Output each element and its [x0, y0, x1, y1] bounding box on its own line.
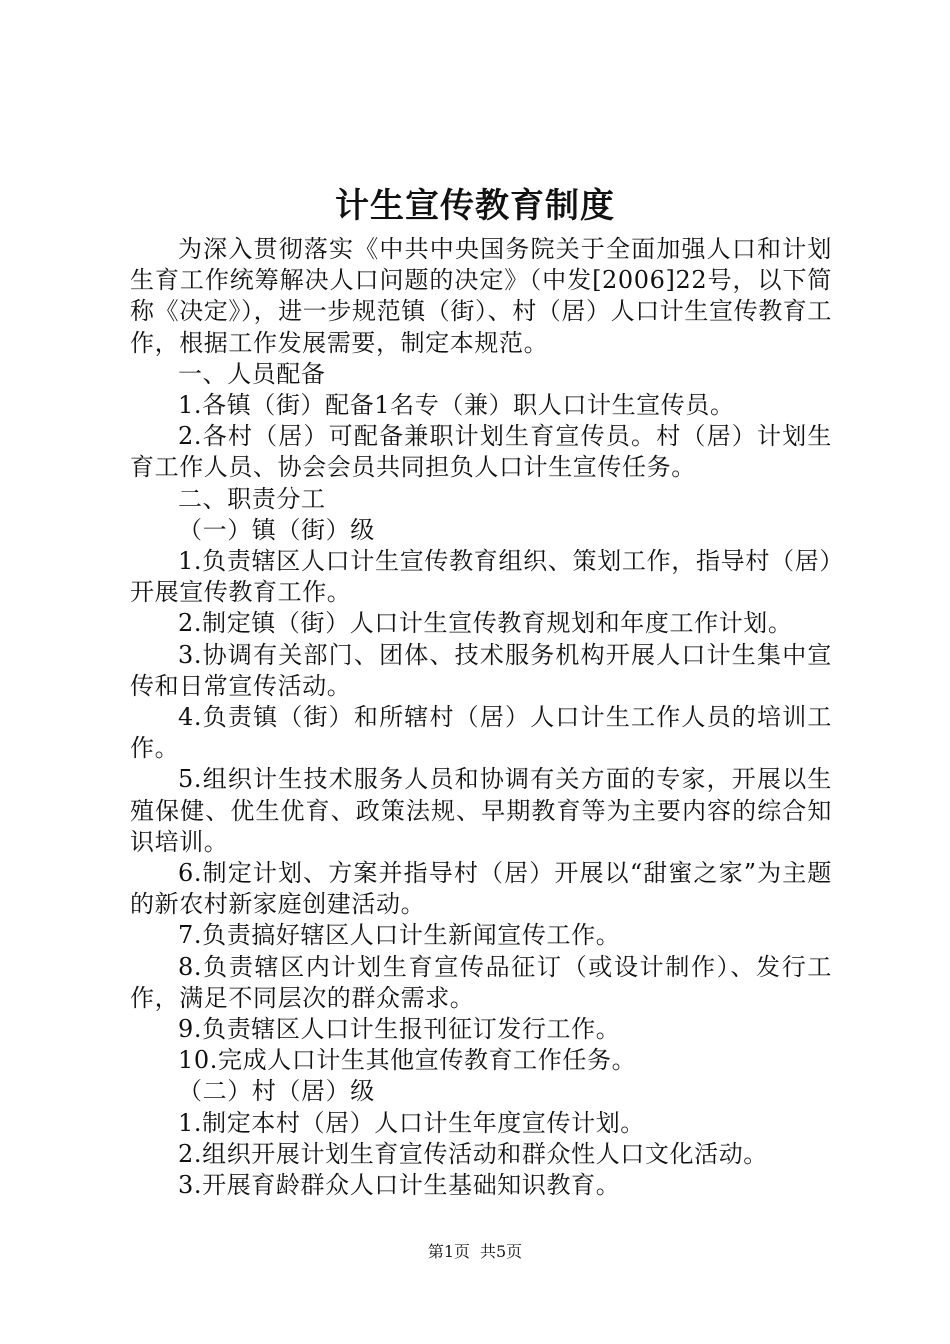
paragraph-intro: 为深入贯彻落实《中共中央国务院关于全面加强人口和计划生育工作统筹解决人口问题的决定》（中发[2006]22号，以下简称《决定》），进一步规范镇（街）、村（居）人口计生宣传教育工作，根据工作发展需要，制定本规范。 [130, 235, 832, 357]
paragraph-item: 3.开展育龄群众人口计生基础知识教育。 [178, 1171, 621, 1200]
page-total: 共5页 [480, 1242, 523, 1261]
subsection-heading-village: （二）村（居）级 [178, 1077, 375, 1106]
paragraph-item: 8.负责辖区内计划生育宣传品征订（或设计制作）、发行工作，满足不同层次的群众需求。 [130, 952, 832, 1012]
paragraph-item: 9.负责辖区人口计生报刊征订发行工作。 [178, 1015, 621, 1044]
subsection-heading-town: （一）镇（街）级 [178, 515, 375, 544]
page-footer [0, 1240, 950, 1264]
paragraph-item: 10.完成人口计生其他宣传教育工作任务。 [178, 1046, 637, 1075]
paragraph-item: 7.负责搞好辖区人口计生新闻宣传工作。 [178, 921, 621, 950]
paragraph-item: 5.组织计生技术服务人员和协调有关方面的专家，开展以生殖保健、优生优育、政策法规、早期教育等为主要内容的综合知识培训。 [130, 765, 832, 856]
paragraph-item: 2.制定镇（街）人口计生宣传教育规划和年度工作计划。 [178, 609, 793, 638]
paragraph-item: 2.组织开展计划生育宣传活动和群众性人口文化活动。 [178, 1139, 768, 1168]
paragraph-item: 1.各镇（街）配备1名专（兼）职人口计生宣传员。 [178, 391, 735, 420]
page-number: 第1页 [427, 1242, 470, 1261]
section-heading-staffing: 一、人员配备 [178, 359, 326, 388]
paragraph-item: 6.制定计划、方案并指导村（居）开展以“甜蜜之家”为主题的新农村新家庭创建活动。 [130, 859, 832, 919]
document-title: 计生宣传教育制度 [335, 186, 615, 226]
paragraph-item: 1.制定本村（居）人口计生年度宣传计划。 [178, 1108, 645, 1137]
section-heading-duties: 二、职责分工 [178, 484, 326, 513]
paragraph-item: 1.负责辖区人口计生宣传教育组织、策划工作，指导村（居）开展宣传教育工作。 [130, 547, 832, 607]
paragraph-item: 4.负责镇（街）和所辖村（居）人口计生工作人员的培训工作。 [130, 703, 832, 763]
paragraph-item: 3.协调有关部门、团体、技术服务机构开展人口计生集中宣传和日常宣传活动。 [130, 640, 832, 700]
paragraph-item: 2.各村（居）可配备兼职计划生育宣传员。村（居）计划生育工作人员、协会会员共同担负人口计生宣传任务。 [130, 422, 832, 482]
document-body [130, 234, 832, 1201]
